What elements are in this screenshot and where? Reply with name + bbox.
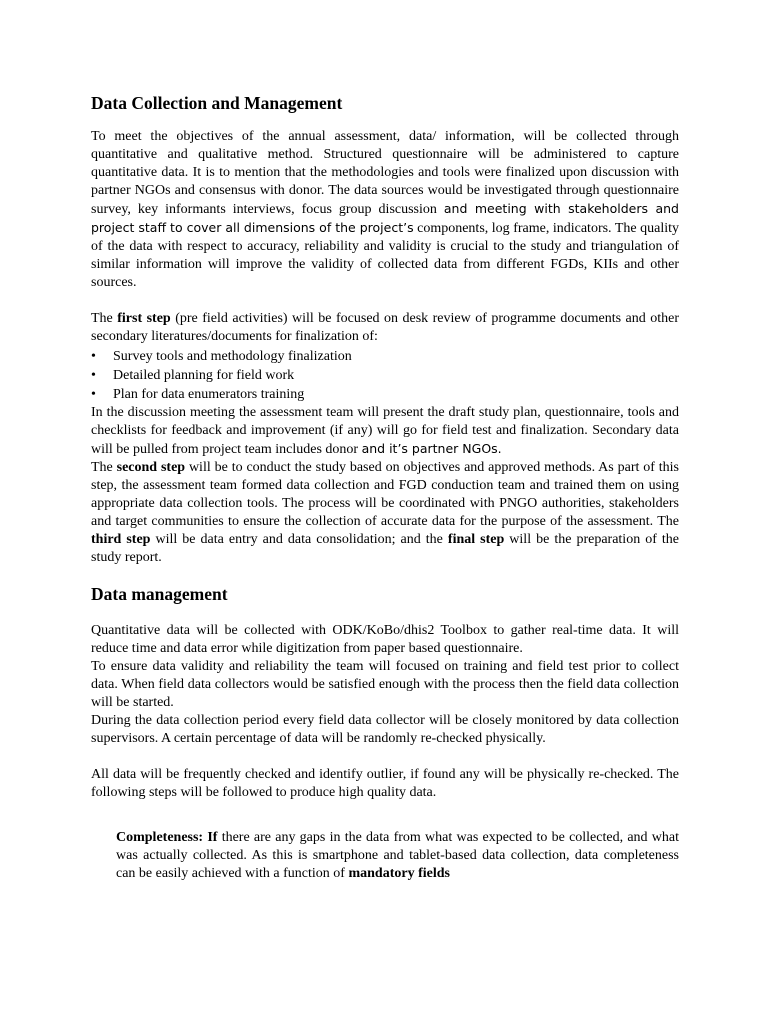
list-item-text: Plan for data enumerators training (113, 387, 305, 402)
second-step-pre: The (91, 460, 117, 475)
paragraph-validity: To ensure data validity and reliability the team will focused on training and field test prior to collect data. When field data collectors would be satisfied enough with the process then the field data collection will be started. (91, 659, 679, 710)
final-step-bold: final step (447, 532, 505, 547)
heading-data-collection: Data Collection and Management (91, 93, 343, 113)
completeness-text: there are any gaps in the data from what was expected to be collected, and what was actually collected. As this is smartphone and tablet-based data collection, data completeness can be easily achieved with a function of (116, 830, 679, 881)
paragraph-monitoring: During the data collection period every field data collector will be closely monitored by data collection supervisors. A certain percentage of data will be randomly re-checked physically. (91, 713, 679, 746)
final-step-post: will be the preparation of the study report. (91, 532, 680, 565)
list-item-text: Survey tools and methodology finalization (113, 349, 352, 364)
first-step-bold: first step (117, 311, 171, 326)
paragraph-discussion-meeting (91, 404, 679, 459)
first-step-list (91, 347, 679, 404)
paragraph-outlier: All data will be frequently checked and identify outlier, if found any will be physically re-checked. The following steps will be followed to produce high quality data. (91, 767, 679, 800)
discussion-text-a: In the discussion meeting the assessment team will present the draft study plan, questionnaire, tools and checklists for feedback and improvement (if any) will go for field test and finalization. Secondary data will be pulled from project team includes donor (91, 405, 679, 457)
completeness-bold: Completeness: If (116, 830, 218, 845)
first-step-pre: The (91, 311, 118, 326)
second-step-bold: second step (116, 460, 186, 475)
second-step-mid: will be to conduct the study based on objectives and approved methods. As part of this step, the assessment team formed data collection and FGD conduction team and trained them on using appropriate data collection tools. The process will be coordinated with PNGO authorities, stakeholders and target communities to ensure the collection of accurate data for the purpose of the assessment. The (91, 460, 679, 529)
bullet-icon: • (91, 387, 96, 402)
list-item-text: Detailed planning for field work (113, 368, 295, 383)
paragraph-first-step (91, 310, 679, 346)
list-item (91, 385, 679, 404)
first-step-post: (pre field activities) will be focused on desk review of programme documents and other secondary literatures/documents for finalization of: (91, 311, 679, 344)
bullet-icon: • (91, 368, 96, 383)
paragraph-objectives (91, 128, 679, 292)
paragraph-quantitative: Quantitative data will be collected with ODK/KoBo/dhis2 Toolbox to gather real-time data. It will reduce time and data error while digitization from paper based questionnaire. (91, 623, 679, 656)
paragraph-objectives-text-a: To meet the objectives of the annual assessment, data/ information, will be collected through quantitative and qualitative method. Structured questionnaire will be administered to capture quantitative data. It is to mention that the methodologies and tools were finalized upon discussion with partner NGOs and consensus with donor. The data sources would be investigated through questionnaire survey, key informants interviews, focus group discussion (91, 129, 679, 217)
paragraph-completeness (116, 829, 679, 883)
list-item (91, 347, 679, 366)
paragraph-second-step (91, 459, 679, 567)
mandatory-fields-bold: mandatory fields (348, 866, 450, 881)
paragraph-objectives-text-b: and meeting with stakeholders and project staff to cover all dimensions of the project’s (91, 201, 679, 235)
bullet-icon: • (91, 349, 96, 364)
heading-data-management: Data management (91, 584, 228, 604)
paragraph-objectives-text-c: components, log frame, indicators. The quality of the data with respect to accuracy, reliability and validity is crucial to the study and triangulation of similar information will improve the validity of collected data from different FGDs, KIIs and other sources. (91, 221, 679, 290)
third-step-mid: will be data entry and data consolidation; and the (150, 532, 448, 547)
list-item (91, 366, 679, 385)
discussion-text-b: and it’s partner NGOs. (361, 441, 502, 456)
document-body (91, 92, 679, 883)
third-step-bold: third step (91, 532, 151, 547)
